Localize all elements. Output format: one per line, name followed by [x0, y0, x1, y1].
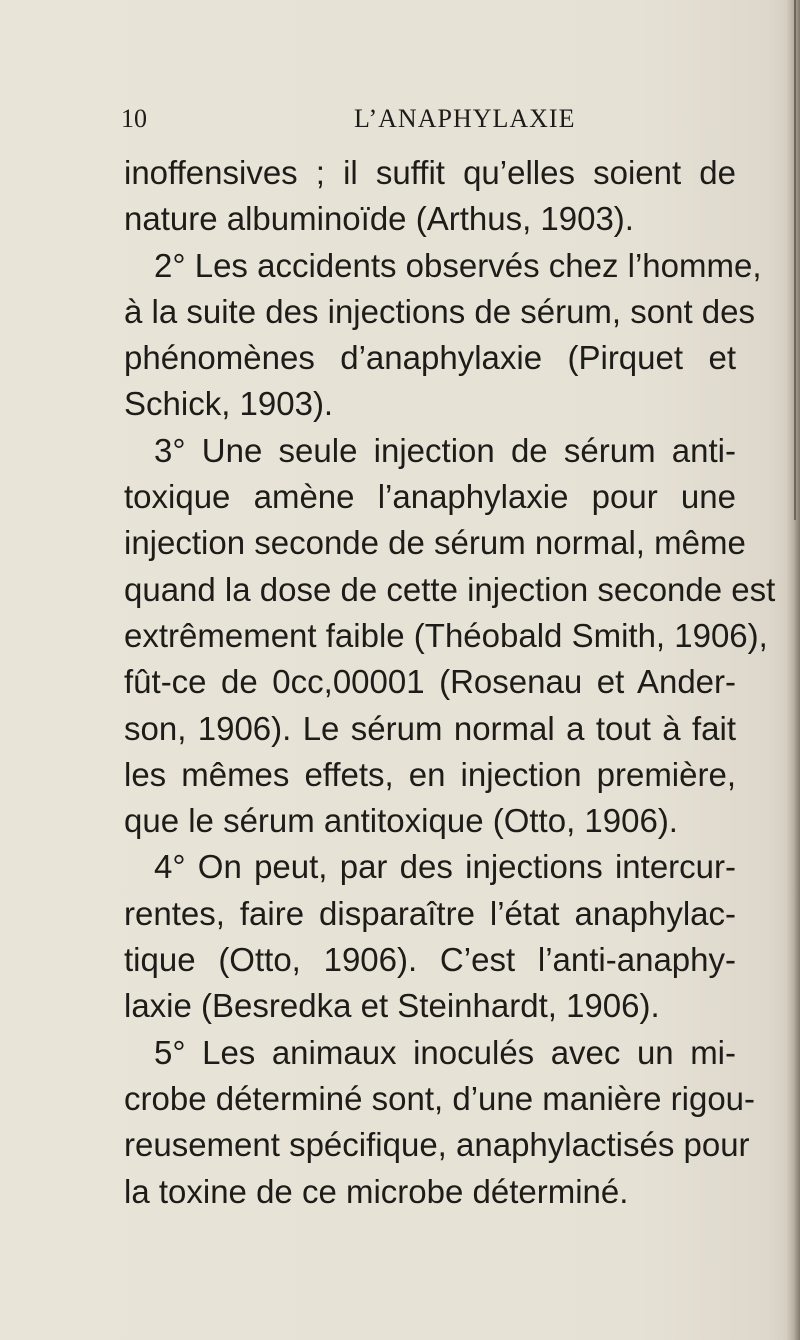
text-line: fût-ce de 0cc,00001 (Rosenau et Ander-	[124, 663, 736, 701]
text-line: rentes, faire disparaître l’état anaphylac-	[124, 894, 736, 932]
text-line: laxie (Besredka et Steinhardt, 1906).	[124, 987, 660, 1025]
text-line: son, 1906). Le sérum normal a tout à fait	[124, 709, 736, 747]
running-head: L’ANAPHYLAXIE	[354, 104, 576, 133]
text-line: phénomènes d’anaphylaxie (Pirquet et	[124, 339, 736, 377]
text-line: quand la dose de cette injection seconde est	[124, 570, 776, 608]
text-line: 4° On peut, par des injections intercur-	[154, 848, 736, 886]
text-line: la toxine de ce microbe déterminé.	[124, 1172, 629, 1210]
text-line: extrêmement faible (Théobald Smith, 1906),	[124, 616, 768, 654]
page-header	[0, 104, 800, 144]
text-line: toxique amène l’anaphylaxie pour une	[124, 478, 736, 516]
text-line: reusement spécifique, anaphylactisés pour	[124, 1126, 750, 1164]
text-line: les mêmes effets, en injection première,	[124, 755, 736, 793]
text-line: Schick, 1903).	[124, 385, 334, 423]
text-line: 2° Les accidents observés chez l’homme,	[154, 246, 762, 284]
text-line: injection seconde de sérum normal, même	[124, 524, 746, 562]
text-line: tique (Otto, 1906). C’est l’anti-anaphy-	[124, 941, 736, 979]
page-edge-shadow	[786, 0, 800, 1340]
text-line: 5° Les animaux inoculés avec un mi-	[154, 1033, 736, 1071]
text-line: nature albuminoïde (Arthus, 1903).	[124, 200, 634, 238]
text-line: crobe déterminé sont, d’une manière rigou-	[124, 1079, 756, 1117]
text-line: à la suite des injections de sérum, sont des	[124, 292, 756, 330]
page-number: 10	[121, 104, 147, 133]
text-line: que le sérum antitoxique (Otto, 1906).	[124, 802, 678, 840]
text-line: inoffensives ; il suffit qu’elles soient de	[124, 154, 736, 191]
page-edge-line	[794, 0, 796, 520]
body-text	[124, 150, 776, 1215]
text-line: 3° Une seule injection de sérum anti-	[154, 431, 736, 469]
